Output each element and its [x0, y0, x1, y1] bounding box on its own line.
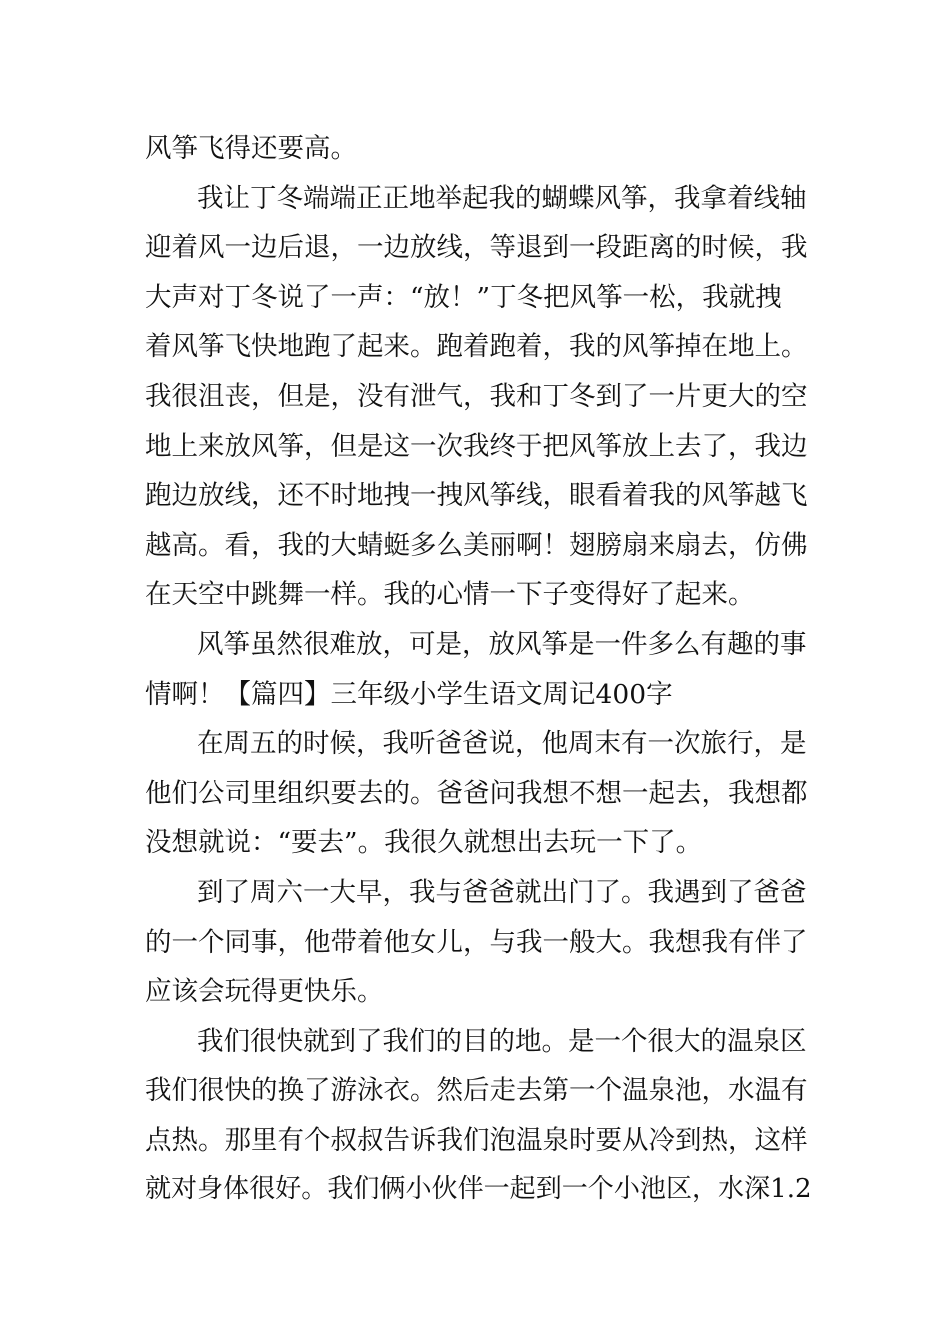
text-line: 我很沮丧，但是，没有泄气，我和丁冬到了一片更大的空	[145, 380, 808, 412]
text-line: 就对身体很好。我们俩小伙伴一起到一个小池区，水深1.2	[145, 1174, 812, 1205]
text-line: 地上来放风筝，但是这一次我终于把风筝放上去了，我边	[145, 430, 808, 462]
text-line: 在天空中跳舞一样。我的心情一下子变得好了起来。	[145, 579, 755, 611]
text-line: 到了周六一大早，我与爸爸就出门了。我遇到了爸爸	[197, 876, 807, 908]
text-line: 我们很快的换了游泳衣。然后走去第一个温泉池，水温有	[145, 1075, 808, 1107]
text-line: 越高。看，我的大蜻蜓多么美丽啊！翅膀扇来扇去，仿佛	[145, 529, 808, 561]
text-line: 在周五的时候，我听爸爸说，他周末有一次旅行，是	[197, 728, 807, 760]
body-text	[145, 124, 815, 1215]
text-line: 他们公司里组织要去的。爸爸问我想不想一起去，我想都	[145, 777, 808, 809]
text-line: 大声对丁冬说了一声：“放！”丁冬把风筝一松，我就拽	[145, 281, 782, 313]
text-line: 迎着风一边后退，一边放线，等退到一段距离的时候，我	[145, 232, 808, 264]
text-line: 风筝飞得还要高。	[145, 133, 357, 164]
text-line: 我让丁冬端端正正地举起我的蝴蝶风筝，我拿着线轴	[197, 182, 807, 214]
text-line: 风筝虽然很难放，可是，放风筝是一件多么有趣的事	[197, 628, 807, 660]
text-line: 点热。那里有个叔叔告诉我们泡温泉时要从冷到热，这样	[145, 1124, 808, 1156]
text-line: 应该会玩得更快乐。	[145, 976, 384, 1008]
text-line: 没想就说：“要去”。我很久就想出去玩一下了。	[145, 827, 703, 859]
text-line: 跑边放线，还不时地拽一拽风筝线，眼看着我的风筝越飞	[145, 480, 808, 512]
text-line: 着风筝飞快地跑了起来。跑着跑着，我的风筝掉在地上。	[145, 331, 808, 363]
text-line: 我们很快就到了我们的目的地。是一个很大的温泉区	[197, 1025, 807, 1057]
text-line: 的一个同事，他带着他女儿，与我一般大。我想我有伴了	[145, 926, 808, 958]
text-line: 情啊！【篇四】三年级小学生语文周记400字	[145, 678, 673, 710]
